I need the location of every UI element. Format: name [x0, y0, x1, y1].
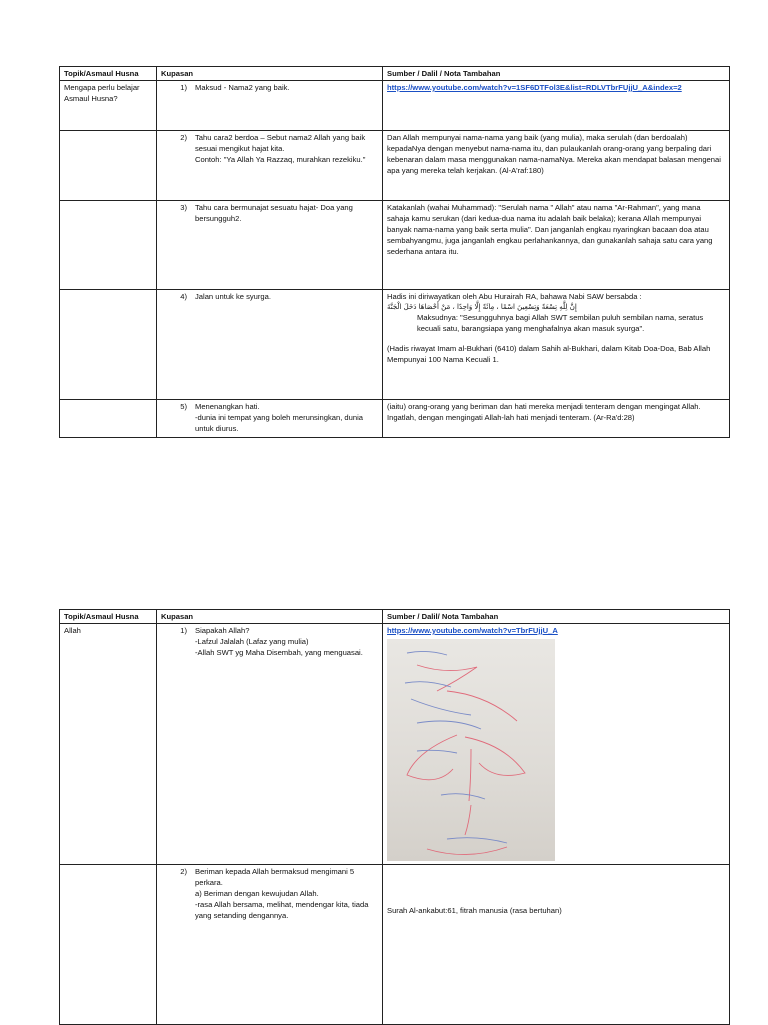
arabic-text: إِنَّ لِلَّهِ تِسْعَةً وَتِسْعِينَ اسْمًا ، مِائَةً إِلَّا وَاحِدًا ، مَنْ أَحْصَاهَا دَخَلَ الْجَنَّةَ — [387, 303, 577, 311]
item-number: 2) — [180, 133, 187, 142]
table-header-row — [60, 67, 730, 81]
kupasan-text: Maksud - Nama2 yang baik. — [195, 83, 290, 92]
header-topik: Topik/Asmaul Husna — [60, 67, 157, 81]
item-number: 2) — [180, 867, 187, 876]
kupasan-cell — [157, 865, 383, 1025]
kupasan-text: Beriman kepada Allah bermaksud mengimani 5 perkara. — [195, 867, 355, 887]
kupasan-cell — [157, 81, 383, 131]
header-sumber: Sumber / Dalil/ Nota Tambahan — [383, 610, 730, 624]
item-number: 1) — [180, 626, 187, 635]
kupasan-text: Jalan untuk ke syurga. — [195, 292, 271, 301]
item-number: 1) — [180, 83, 187, 92]
kupasan-example: Contoh: "Ya Allah Ya Razzaq, murahkan rezekiku." — [195, 155, 366, 164]
kupasan-cell — [157, 290, 383, 400]
topic-cell — [60, 131, 157, 201]
kupasan-text: Menenangkan hati. — [195, 402, 260, 411]
topic-cell — [60, 865, 157, 1025]
sumber-text: Surah Al-ankabut:61, fitrah manusia (rasa bertuhan) — [387, 905, 562, 915]
topic-cell: Mengapa perlu belajar Asmaul Husna? — [60, 81, 157, 131]
table-row — [60, 81, 730, 131]
kupasan-text: -Allah SWT yg Maha Disembah, yang menguasai. — [195, 648, 363, 657]
header-kupasan: Kupasan — [157, 67, 383, 81]
youtube-link[interactable]: https://www.youtube.com/watch?v=TbrFUjjU_A — [387, 626, 558, 635]
kupasan-cell — [157, 400, 383, 438]
kupasan-text: -Lafzul Jalalah (Lafaz yang mulia) — [195, 637, 309, 646]
sumber-cell — [383, 865, 730, 1025]
kupasan-text: Tahu cara2 berdoa – Sebut nama2 Allah yang baik sesuai mengikut hajat kita. — [195, 133, 366, 153]
sumber-cell — [383, 290, 730, 400]
sumber-text: Dan Allah mempunyai nama-nama yang baik (yang mulia), maka serulah (dan berdoalah) kepadaNya dengan menyebut nama-nama itu, dan pulaukanlah orang-orang yang berpaling dari kebenaran dalam masa menggunakan nama-namaNya. Mereka akan mendapat balasan mengenai apa yang mereka telah kerjakan. (Al-A'raf:180) — [387, 133, 721, 175]
table-header-row — [60, 610, 730, 624]
mindmap-sketch-icon — [387, 639, 555, 861]
item-number: 5) — [180, 402, 187, 411]
kupasan-text: a) Beriman dengan kewujudan Allah. — [195, 889, 319, 898]
kupasan-cell — [157, 624, 383, 865]
handwritten-mindmap-photo — [387, 639, 555, 861]
sumber-cell — [383, 624, 730, 865]
kupasan-cell — [157, 201, 383, 290]
table-asmaul-husna-intro — [59, 66, 730, 438]
sumber-cell — [383, 201, 730, 290]
item-number: 3) — [180, 203, 187, 212]
topic-cell — [60, 290, 157, 400]
sumber-cell — [383, 81, 730, 131]
table-row — [60, 400, 730, 438]
topic-cell — [60, 201, 157, 290]
kupasan-cell — [157, 131, 383, 201]
sumber-text: (iaitu) orang-orang yang beriman dan hati mereka menjadi tenteram dengan mengingat Allah. Ingatlah, dengan mengingati Allah-lah hati menjadi tenteram. (Ar-Ra'd:28) — [387, 402, 701, 422]
sumber-cell — [383, 400, 730, 438]
kupasan-note: -dunia ini tempat yang boleh merunsingkan, dunia untuk diurus. — [195, 413, 364, 433]
item-number: 4) — [180, 292, 187, 301]
kupasan-text: Tahu cara bermunajat sesuatu hajat- Doa yang bersungguh2. — [195, 203, 353, 223]
table-row — [60, 624, 730, 865]
kupasan-text: Siapakah Allah? — [195, 626, 250, 635]
sumber-cell — [383, 131, 730, 201]
table-allah — [59, 609, 730, 1025]
table-row — [60, 865, 730, 1025]
table-row — [60, 290, 730, 400]
hadis-intro: Hadis ini diriwayatkan oleh Abu Hurairah RA, bahawa Nabi SAW bersabda : — [387, 292, 642, 301]
hadis-reference: (Hadis riwayat Imam al-Bukhari (6410) dalam Sahih al-Bukhari, dalam Kitab Doa-Doa, Bab Allah Mempunyai 100 Nama Kecuali 1. — [387, 344, 711, 365]
header-kupasan: Kupasan — [157, 610, 383, 624]
sumber-text: Katakanlah (wahai Muhammad): "Serulah nama " Allah" atau nama "Ar-Rahman", yang mana sahaja kamu serukan (dari kedua-dua nama itu adalah baik belaka); kerana Allah mempunyai banyak nama-nama yang baik serta mulia". Dan janganlah engkau nyaringkan bacaan doa atau sembahyangmu, juga janganlah engkau perlahankannya, dan gunakanlah sahaja satu cara yang sederhana antara itu. — [387, 203, 713, 256]
youtube-link[interactable]: https://www.youtube.com/watch?v=1SF6DTFol3E&list=RDLVTbrFUjjU_A&index=2 — [387, 83, 682, 92]
header-sumber: Sumber / Dalil / Nota Tambahan — [383, 67, 730, 81]
hadis-maksud: Maksudnya: "Sesungguhnya bagi Allah SWT sembilan puluh sembilan nama, seratus kecuali satu, barangsiapa yang menghafalnya akan masuk syurga". — [417, 313, 704, 334]
topic-cell: Allah — [60, 624, 157, 865]
table-row — [60, 201, 730, 290]
topic-cell — [60, 400, 157, 438]
table-row — [60, 131, 730, 201]
header-topik: Topik/Asmaul Husna — [60, 610, 157, 624]
kupasan-text: -rasa Allah bersama, melihat, mendengar kita, tiada yang setanding dengannya. — [195, 900, 369, 920]
